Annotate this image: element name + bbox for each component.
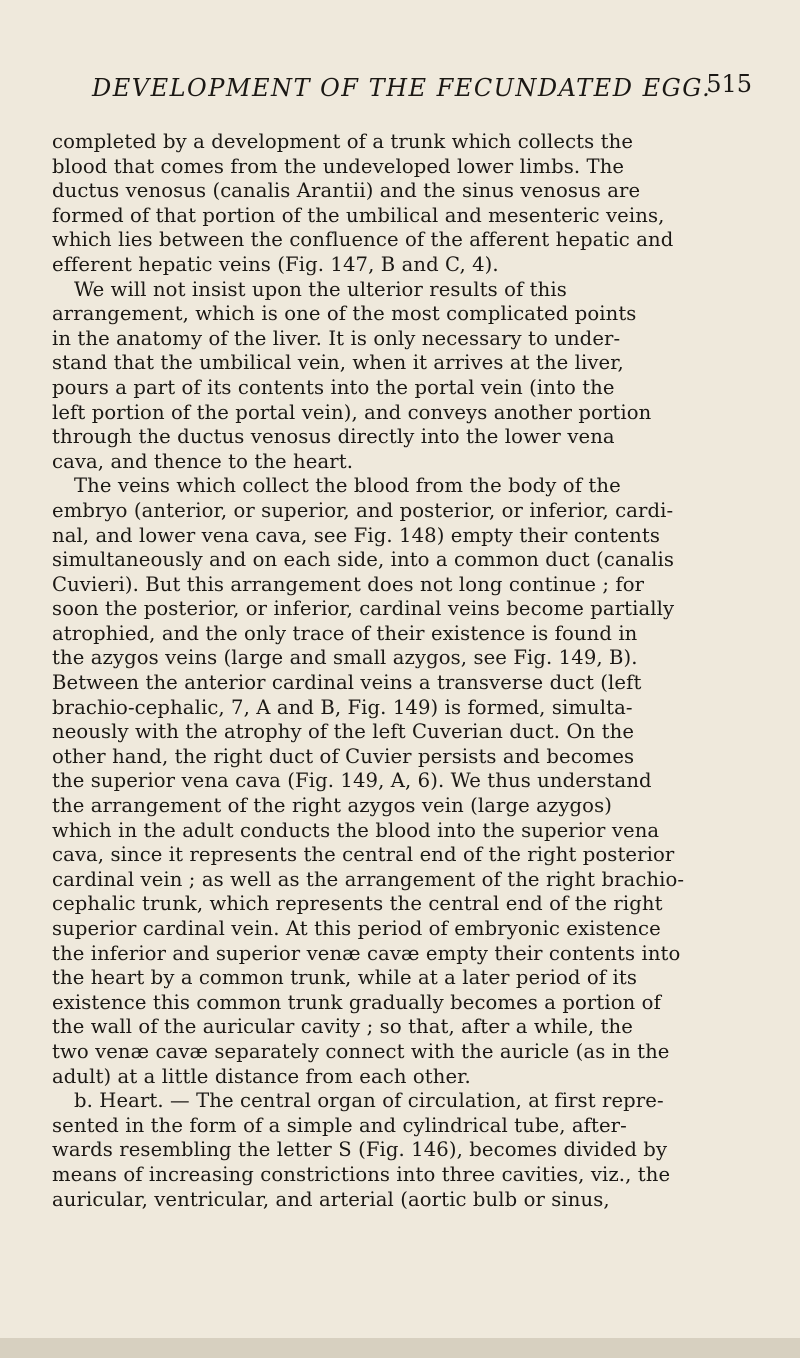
text-line: the wall of the auricular cavity ; so that, after a while, the bbox=[52, 1015, 633, 1039]
text-line: the inferior and superior venæ cavæ empty their contents into bbox=[52, 941, 681, 965]
text-line: brachio-cephalic, 7, A and B, Fig. 149) is formed, simulta- bbox=[52, 695, 633, 719]
text-line: auricular, ventricular, and arterial (aortic bulb or sinus, bbox=[52, 1187, 610, 1211]
text-line: which in the adult conducts the blood into the superior vena bbox=[52, 818, 660, 842]
text-line: Between the anterior cardinal veins a transverse duct (left bbox=[52, 671, 642, 695]
text-line: We will not insist upon the ulterior results of this bbox=[74, 277, 567, 301]
text-line: which lies between the confluence of the afferent hepatic and bbox=[52, 228, 674, 252]
text-line: the arrangement of the right azygos vein (large azygos) bbox=[52, 794, 612, 818]
page-header bbox=[92, 70, 752, 110]
text-line: ductus venosus (canalis Arantii) and the sinus venosus are bbox=[52, 179, 641, 203]
text-line: wards resembling the letter S (Fig. 146), becomes divided by bbox=[52, 1138, 668, 1162]
text-line: existence this common trunk gradually becomes a portion of bbox=[52, 990, 661, 1014]
text-line: stand that the umbilical vein, when it arrives at the liver, bbox=[52, 351, 624, 375]
page-bottom-edge bbox=[0, 1338, 800, 1358]
text-line: other hand, the right duct of Cuvier persists and becomes bbox=[52, 744, 635, 768]
text-line: in the anatomy of the liver. It is only necessary to under- bbox=[52, 326, 621, 350]
text-line: cephalic trunk, which represents the central end of the right bbox=[52, 892, 663, 916]
text-line: the superior vena cava (Fig. 149, A, 6). We thus understand bbox=[52, 769, 652, 793]
text-line: the azygos veins (large and small azygos, see Fig. 149, B). bbox=[52, 646, 638, 670]
text-line: formed of that portion of the umbilical and mesenteric veins, bbox=[52, 203, 665, 227]
text-line: cardinal vein ; as well as the arrangement of the right brachio- bbox=[52, 867, 685, 891]
text-line: completed by a development of a trunk which collects the bbox=[52, 130, 634, 153]
page-number: 515 bbox=[706, 70, 752, 98]
text-line: atrophied, and the only trace of their existence is found in bbox=[52, 621, 638, 645]
text-line: nal, and lower vena cava, see Fig. 148) empty their contents bbox=[52, 523, 661, 547]
text-line: pours a part of its contents into the portal vein (into the bbox=[52, 375, 615, 399]
text-line: left portion of the portal vein), and conveys another portion bbox=[52, 400, 652, 424]
text-line: adult) at a little distance from each other. bbox=[52, 1064, 471, 1088]
text-line: blood that comes from the undeveloped lower limbs. The bbox=[52, 154, 625, 178]
text-line: neously with the atrophy of the left Cuverian duct. On the bbox=[52, 720, 635, 744]
text-line: efferent hepatic veins (Fig. 147, B and C, 4). bbox=[52, 252, 499, 276]
text-line: The veins which collect the blood from the body of the bbox=[74, 474, 621, 498]
text-line: cava, since it represents the central end of the right posterior bbox=[52, 843, 675, 867]
text-line: Cuvieri). But this arrangement does not long continue ; for bbox=[52, 572, 645, 596]
text-line: arrangement, which is one of the most complicated points bbox=[52, 302, 637, 326]
body-text bbox=[52, 130, 742, 1212]
text-line: superior cardinal vein. At this period of embryonic existence bbox=[52, 917, 661, 940]
text-line: through the ductus venosus directly into the lower vena bbox=[52, 425, 615, 449]
text-line: two venæ cavæ separately connect with the auricle (as in the bbox=[52, 1039, 670, 1063]
text-line: soon the posterior, or inferior, cardinal veins become partially bbox=[52, 597, 675, 621]
text-line: simultaneously and on each side, into a common duct (canalis bbox=[52, 548, 675, 572]
text-line: cava, and thence to the heart. bbox=[52, 449, 354, 473]
running-title: DEVELOPMENT OF THE FECUNDATED EGG. bbox=[92, 74, 712, 102]
text-line: means of increasing constrictions into three cavities, viz., the bbox=[52, 1162, 671, 1186]
text-line: embryo (anterior, or superior, and posterior, or inferior, cardi- bbox=[52, 498, 674, 522]
text-line: the heart by a common trunk, while at a later period of its bbox=[52, 966, 637, 990]
text-line: sented in the form of a simple and cylindrical tube, after- bbox=[52, 1113, 627, 1137]
text-line: b. Heart. — The central organ of circulation, at first repre- bbox=[74, 1089, 664, 1113]
